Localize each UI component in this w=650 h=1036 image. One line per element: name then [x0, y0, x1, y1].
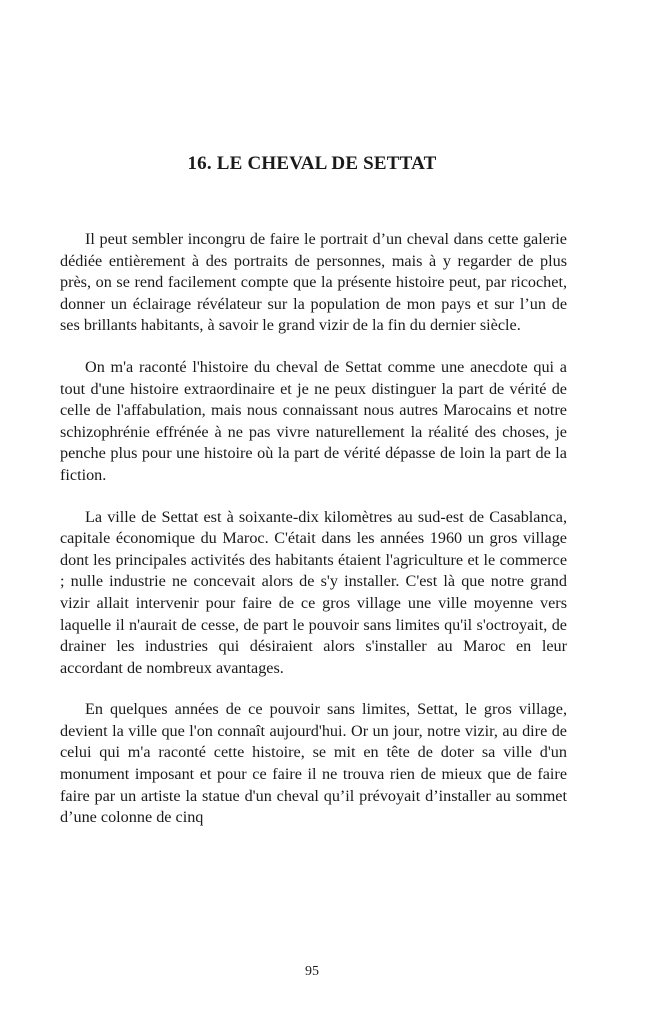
paragraph: Il peut sembler incongru de faire le portrait d’un cheval dans cette galerie dédiée entièrement à des portraits de personnes, mais à y regarder de plus près, on se rend facilement compte que la présente histoire peut, par ricochet, donner un éclairage révélateur sur la population de mon pays et sur l’un de ses brillants habitants, à savoir le grand vizir de la fin du dernier siècle. — [60, 230, 567, 335]
paragraph: En quelques années de ce pouvoir sans limites, Settat, le gros village, devient la ville que l'on connaît aujourd'hui. Or un jour, notre vizir, au dire de celui qui m'a raconté cette histoire, se mit en tête de doter sa ville d'un monument imposant et pour ce faire il ne trouva rien de mieux que de faire faire par un artiste la statue d'un cheval qu’il prévoyait d’installer au sommet d’une colonne de cinq — [60, 700, 567, 827]
chapter-title: 16. LE CHEVAL DE SETTAT — [187, 153, 437, 174]
paragraph: La ville de Settat est à soixante-dix kilomètres au sud-est de Casablanca, capitale économique du Maroc. C'était dans les années 1960 un gros village dont les principales activités des habitants étaient l'agriculture et le commerce ; nulle industrie ne concevait alors de s'y installer. C'est là que notre grand vizir allait intervenir pour faire de ce gros village une ville moyenne vers laquelle il n'aurait de cesse, de part le pouvoir sans limites qu'il s'octroyait, de drainer les industries qui désiraient alors s'installer au Maroc en leur accordant de nombreux avantages. — [60, 507, 567, 677]
paragraph: On m'a raconté l'histoire du cheval de Settat comme une anecdote qui a tout d'une histoire extraordinaire et je ne peux distinguer la part de vérité de celle de l'affabulation, mais nous connaissant nous autres Marocains et notre schizophrénie effrénée à ne pas vivre naturellement la réalité des choses, je penche plus pour une histoire où la part de vérité dépasse de loin la part de la fiction. — [60, 357, 567, 484]
chapter-body — [60, 229, 567, 849]
page-number: 95 — [305, 964, 319, 979]
